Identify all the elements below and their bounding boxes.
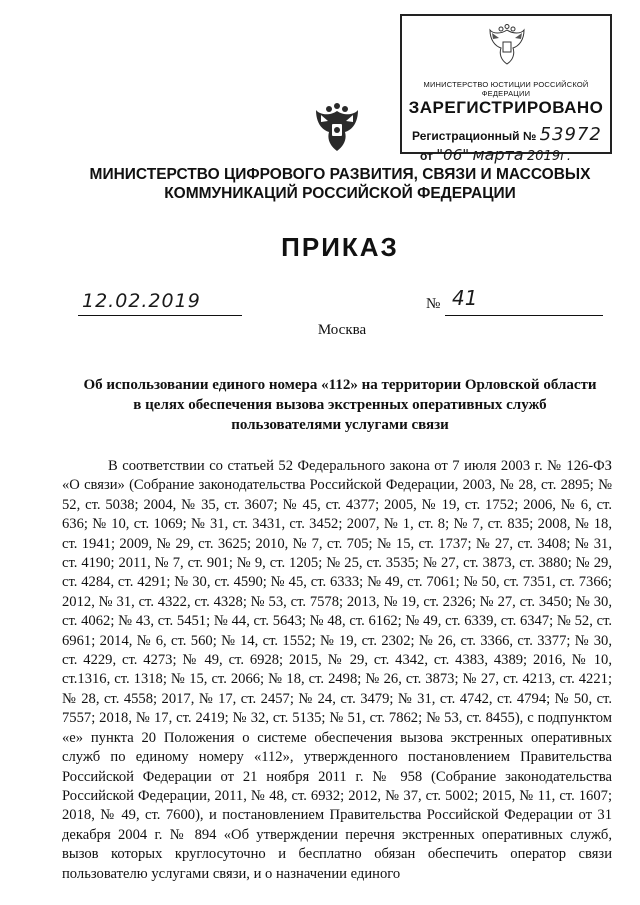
stamp-date-prefix: от: [420, 149, 433, 163]
number-underline: [445, 315, 603, 316]
subject-line1: Об использовании единого номера «112» на территории Орловской области: [83, 377, 597, 393]
stamp-date-year: 2019г.: [527, 149, 572, 164]
subject-line3: пользователями услугами связи: [231, 417, 449, 433]
stamp-date-month: марта: [472, 145, 524, 164]
registration-stamp: [400, 14, 612, 164]
city: Москва: [317, 322, 367, 338]
coat-of-arms-icon: [313, 103, 361, 155]
stamp-ministry: МИНИСТЕРСТВО ЮСТИЦИИ РОССИЙСКОЙ ФЕДЕРАЦИИ: [423, 80, 589, 98]
order-subject: [60, 375, 620, 435]
date-underline: [78, 315, 242, 316]
stamp-registered: ЗАРЕГИСТРИРОВАНО: [408, 98, 604, 117]
order-date: 12.02.2019: [82, 290, 201, 312]
ministry-title-line2: КОММУНИКАЦИЙ РОССИЙСКОЙ ФЕДЕРАЦИИ: [164, 185, 516, 202]
order-number: 41: [452, 286, 478, 310]
ministry-title-line1: МИНИСТЕРСТВО ЦИФРОВОГО РАЗВИТИЯ, СВЯЗИ И МАССОВЫХ: [89, 166, 591, 183]
stamp-reg-label: Регистрационный №: [412, 129, 537, 143]
document-type: ПРИКАЗ: [281, 232, 399, 262]
stamp-reg-number: 53972: [539, 124, 602, 145]
body-text: [62, 457, 612, 884]
coat-of-arms-icon: [487, 24, 527, 68]
body-paragraph: В соответствии со статьей 52 Федерального закона от 7 июля 2003 г. № 126-ФЗ «О связи» (Собрание законодательства Российской Федерации, 2003, № 28, ст. 2895; № 52, ст. 5038; 2004, № 35, ст. 3607; № 45, ст. 4377; 2005, № 19, ст. 1752; 2006, № 6, ст. 636; № 10, ст. 1069; № 31, ст. 3431, ст. 3452; 2007, № 1, ст. 8; № 7, ст. 835; 2008, № 18, ст. 1941; 2009, № 29, ст. 3625; 2010, № 7, ст. 705; № 15, ст. 1737; № 27, ст. 3408; № 31, ст. 4190; 2011, № 7, ст. 901; № 9, ст. 1205; № 25, ст. 3535; № 27, ст. 3873, ст. 3880; № 29, ст. 4284, ст. 4291; № 30, ст. 4590; № 45, ст. 6333; № 49, ст. 7061; № 50, ст. 7351, ст. 7366; 2012, № 31, ст. 4322, ст. 4328; № 53, ст. 7578; 2013, № 19, ст. 2326; № 27, ст. 3450; № 30, ст. 4062; № 43, ст. 5451; № 44, ст. 5643; № 48, ст. 6162; № 49, ст. 6339, ст. 6347; № 52, ст. 6961; 2014, № 6, ст. 560; № 14, ст. 1552; № 19, ст. 2302; № 26, ст. 3366, ст. 3377; № 30, ст. 4229, ст. 4273; № 49, ст. 6928; 2015, № 29, ст. 4342, ст. 4383, 4389; 2016, № 10, ст.1316, ст. 1318; № 15, ст. 2066; № 18, ст. 2498; № 26, ст. 3873; № 27, ст. 4213, ст. 4221; № 28, ст. 4558; 2017, № 17, ст. 2457; № 24, ст. 3479; № 31, ст. 4742, ст. 4794; № 50, ст. 7557; 2018, № 17, ст. 2419; № 32, ст. 5135; № 51, ст. 7862; № 53, ст. 8455), с подпунктом «е» пункта 20 Положения о системе обеспечения вызова экстренных оперативных служб по единому номеру «112», утвержденного постановлением Правительства Российской Федерации от 21 ноября 2011 г. № 958 (Собрание законодательства Российской Федерации, 2011, № 48, ст. 6932; 2012, № 37, ст. 5002; 2015, № 11, ст. 1607; 2018, № 49, ст. 7600), и постановлением Правительства Российской Федерации от 31 декабря 2004 г. № 894 «Об утверждении перечня экстренных оперативных служб, вызов которых круглосуточно и бесплатно обязан обеспечить оператор связи пользователю услугами связи, и о назначении единого: [62, 458, 612, 882]
ministry-title: [60, 165, 620, 203]
subject-line2: в целях обеспечения вызова экстренных оперативных служб: [133, 397, 547, 413]
stamp-date-day: "06": [436, 146, 470, 164]
order-number-label: №: [426, 296, 441, 312]
stamp-date-line: [420, 145, 571, 164]
stamp-reg-line: [412, 124, 602, 145]
